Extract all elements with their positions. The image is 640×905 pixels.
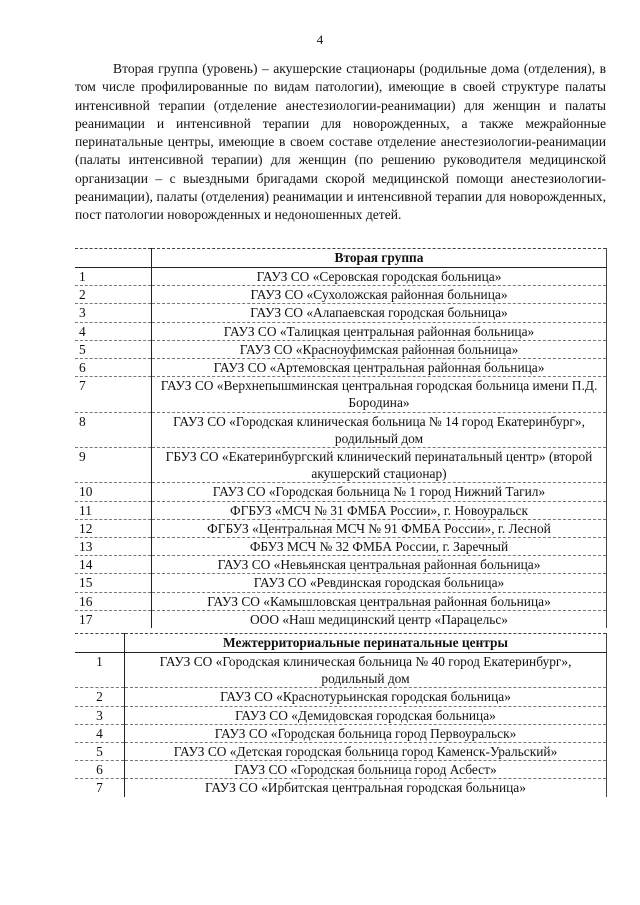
row-organization: ГАУЗ СО «Сухоложская районная больница»: [152, 286, 607, 304]
group2-table: [75, 248, 607, 628]
row-organization: ГАУЗ СО «Камышловская центральная районная больница»: [152, 592, 607, 610]
table-header: [75, 249, 607, 268]
row-organization: ГАУЗ СО «Артемовская центральная районная больница»: [152, 359, 607, 377]
table-row: [75, 779, 607, 797]
table-row: [75, 377, 607, 412]
table-row: [75, 448, 607, 483]
table-row: [75, 761, 607, 779]
row-number: 17: [75, 610, 152, 628]
table-row: [75, 501, 607, 519]
row-organization: ГАУЗ СО «Ирбитская центральная городская больница»: [125, 779, 607, 797]
table-row: [75, 706, 607, 724]
table-row: [75, 359, 607, 377]
table-row: [75, 743, 607, 761]
row-number: 7: [75, 779, 125, 797]
row-number: 6: [75, 761, 125, 779]
table-row: [75, 556, 607, 574]
row-number: 4: [75, 322, 152, 340]
row-organization: ФБУЗ МСЧ № 32 ФМБА России, г. Заречный: [152, 538, 607, 556]
table-row: [75, 304, 607, 322]
row-number: 5: [75, 340, 152, 358]
interterritorial-table: [75, 633, 607, 797]
table-row: [75, 538, 607, 556]
table-row: [75, 340, 607, 358]
row-number: 14: [75, 556, 152, 574]
row-organization: ГАУЗ СО «Городская клиническая больница № 14 город Екатеринбург», родильный дом: [152, 412, 607, 447]
intro-paragraph: Вторая группа (уровень) – акушерские стационары (родильные дома (отделения), в том числе профилированные по видам патологии), имеющие в своей структуре палаты интенсивной терапии (отделение анестезиологии-реанимации) для женщин и палаты реанимации и интенсивной терапии для новорожденных, а также межрайонные перинатальные центры, имеющие в своем составе отделение анестезиологии-реанимации (палаты интенсивной терапии) для женщин (по решению руководителя медицинской организации – с выездными бригадами скорой медицинской помощи анестезиологии-реанимации), палаты (отделения) реанимации и интенсивной терапии для новорожденных, пост патологии новорожденных и недоношенных детей.: [75, 61, 606, 223]
table-row: [75, 574, 607, 592]
table-row: [75, 268, 607, 286]
row-organization: ГАУЗ СО «Ревдинская городская больница»: [152, 574, 607, 592]
row-number: 2: [75, 688, 125, 706]
row-organization: ГАУЗ СО «Краснотурьинская городская больница»: [125, 688, 607, 706]
row-organization: ГАУЗ СО «Невьянская центральная районная больница»: [152, 556, 607, 574]
row-organization: ГАУЗ СО «Верхнепышминская центральная городская больница имени П.Д. Бородина»: [152, 377, 607, 412]
row-number: 6: [75, 359, 152, 377]
table-row: [75, 483, 607, 501]
row-organization: ГАУЗ СО «Красноуфимская районная больница»: [152, 340, 607, 358]
row-number: 4: [75, 724, 125, 742]
table-row: [75, 653, 607, 688]
row-organization: ГАУЗ СО «Серовская городская больница»: [152, 268, 607, 286]
row-number: 1: [75, 268, 152, 286]
table-row: [75, 592, 607, 610]
row-organization: ГБУЗ СО «Екатеринбургский клинический перинатальный центр» (второй акушерский стационар): [152, 448, 607, 483]
row-organization: ГАУЗ СО «Городская больница город Асбест»: [125, 761, 607, 779]
row-organization: ГАУЗ СО «Городская больница № 1 город Нижний Тагил»: [152, 483, 607, 501]
row-organization: ГАУЗ СО «Алапаевская городская больница»: [152, 304, 607, 322]
table-row: [75, 286, 607, 304]
table-row: [75, 519, 607, 537]
row-number: 10: [75, 483, 152, 501]
row-number: 8: [75, 412, 152, 447]
row-organization: ГАУЗ СО «Городская больница город Первоуральск»: [125, 724, 607, 742]
row-number: 3: [75, 304, 152, 322]
row-number: 3: [75, 706, 125, 724]
row-organization: ООО «Наш медицинский центр «Парацельс»: [152, 610, 607, 628]
row-organization: ГАУЗ СО «Демидовская городская больница»: [125, 706, 607, 724]
row-number: 12: [75, 519, 152, 537]
page-number: 4: [316, 32, 324, 47]
row-number: 9: [75, 448, 152, 483]
table-header: [75, 634, 607, 653]
row-number: 2: [75, 286, 152, 304]
table-row: [75, 412, 607, 447]
row-organization: ФГБУЗ «Центральная МСЧ № 91 ФМБА России», г. Лесной: [152, 519, 607, 537]
table-row: [75, 724, 607, 742]
row-number: 13: [75, 538, 152, 556]
table-row: [75, 322, 607, 340]
group2-title: Вторая группа: [152, 249, 607, 268]
row-number: 1: [75, 653, 125, 688]
row-organization: ГАУЗ СО «Детская городская больница город Каменск-Уральский»: [125, 743, 607, 761]
row-organization: ГАУЗ СО «Городская клиническая больница № 40 город Екатеринбург», родильный дом: [125, 653, 607, 688]
row-number: 5: [75, 743, 125, 761]
interterritorial-title: Межтерриториальные перинатальные центры: [125, 634, 607, 653]
row-organization: ГАУЗ СО «Талицкая центральная районная больница»: [152, 322, 607, 340]
row-number: 16: [75, 592, 152, 610]
row-number: 15: [75, 574, 152, 592]
table-row: [75, 688, 607, 706]
table-row: [75, 610, 607, 628]
row-organization: ФГБУЗ «МСЧ № 31 ФМБА России», г. Новоуральск: [152, 501, 607, 519]
row-number: 7: [75, 377, 152, 412]
row-number: 11: [75, 501, 152, 519]
